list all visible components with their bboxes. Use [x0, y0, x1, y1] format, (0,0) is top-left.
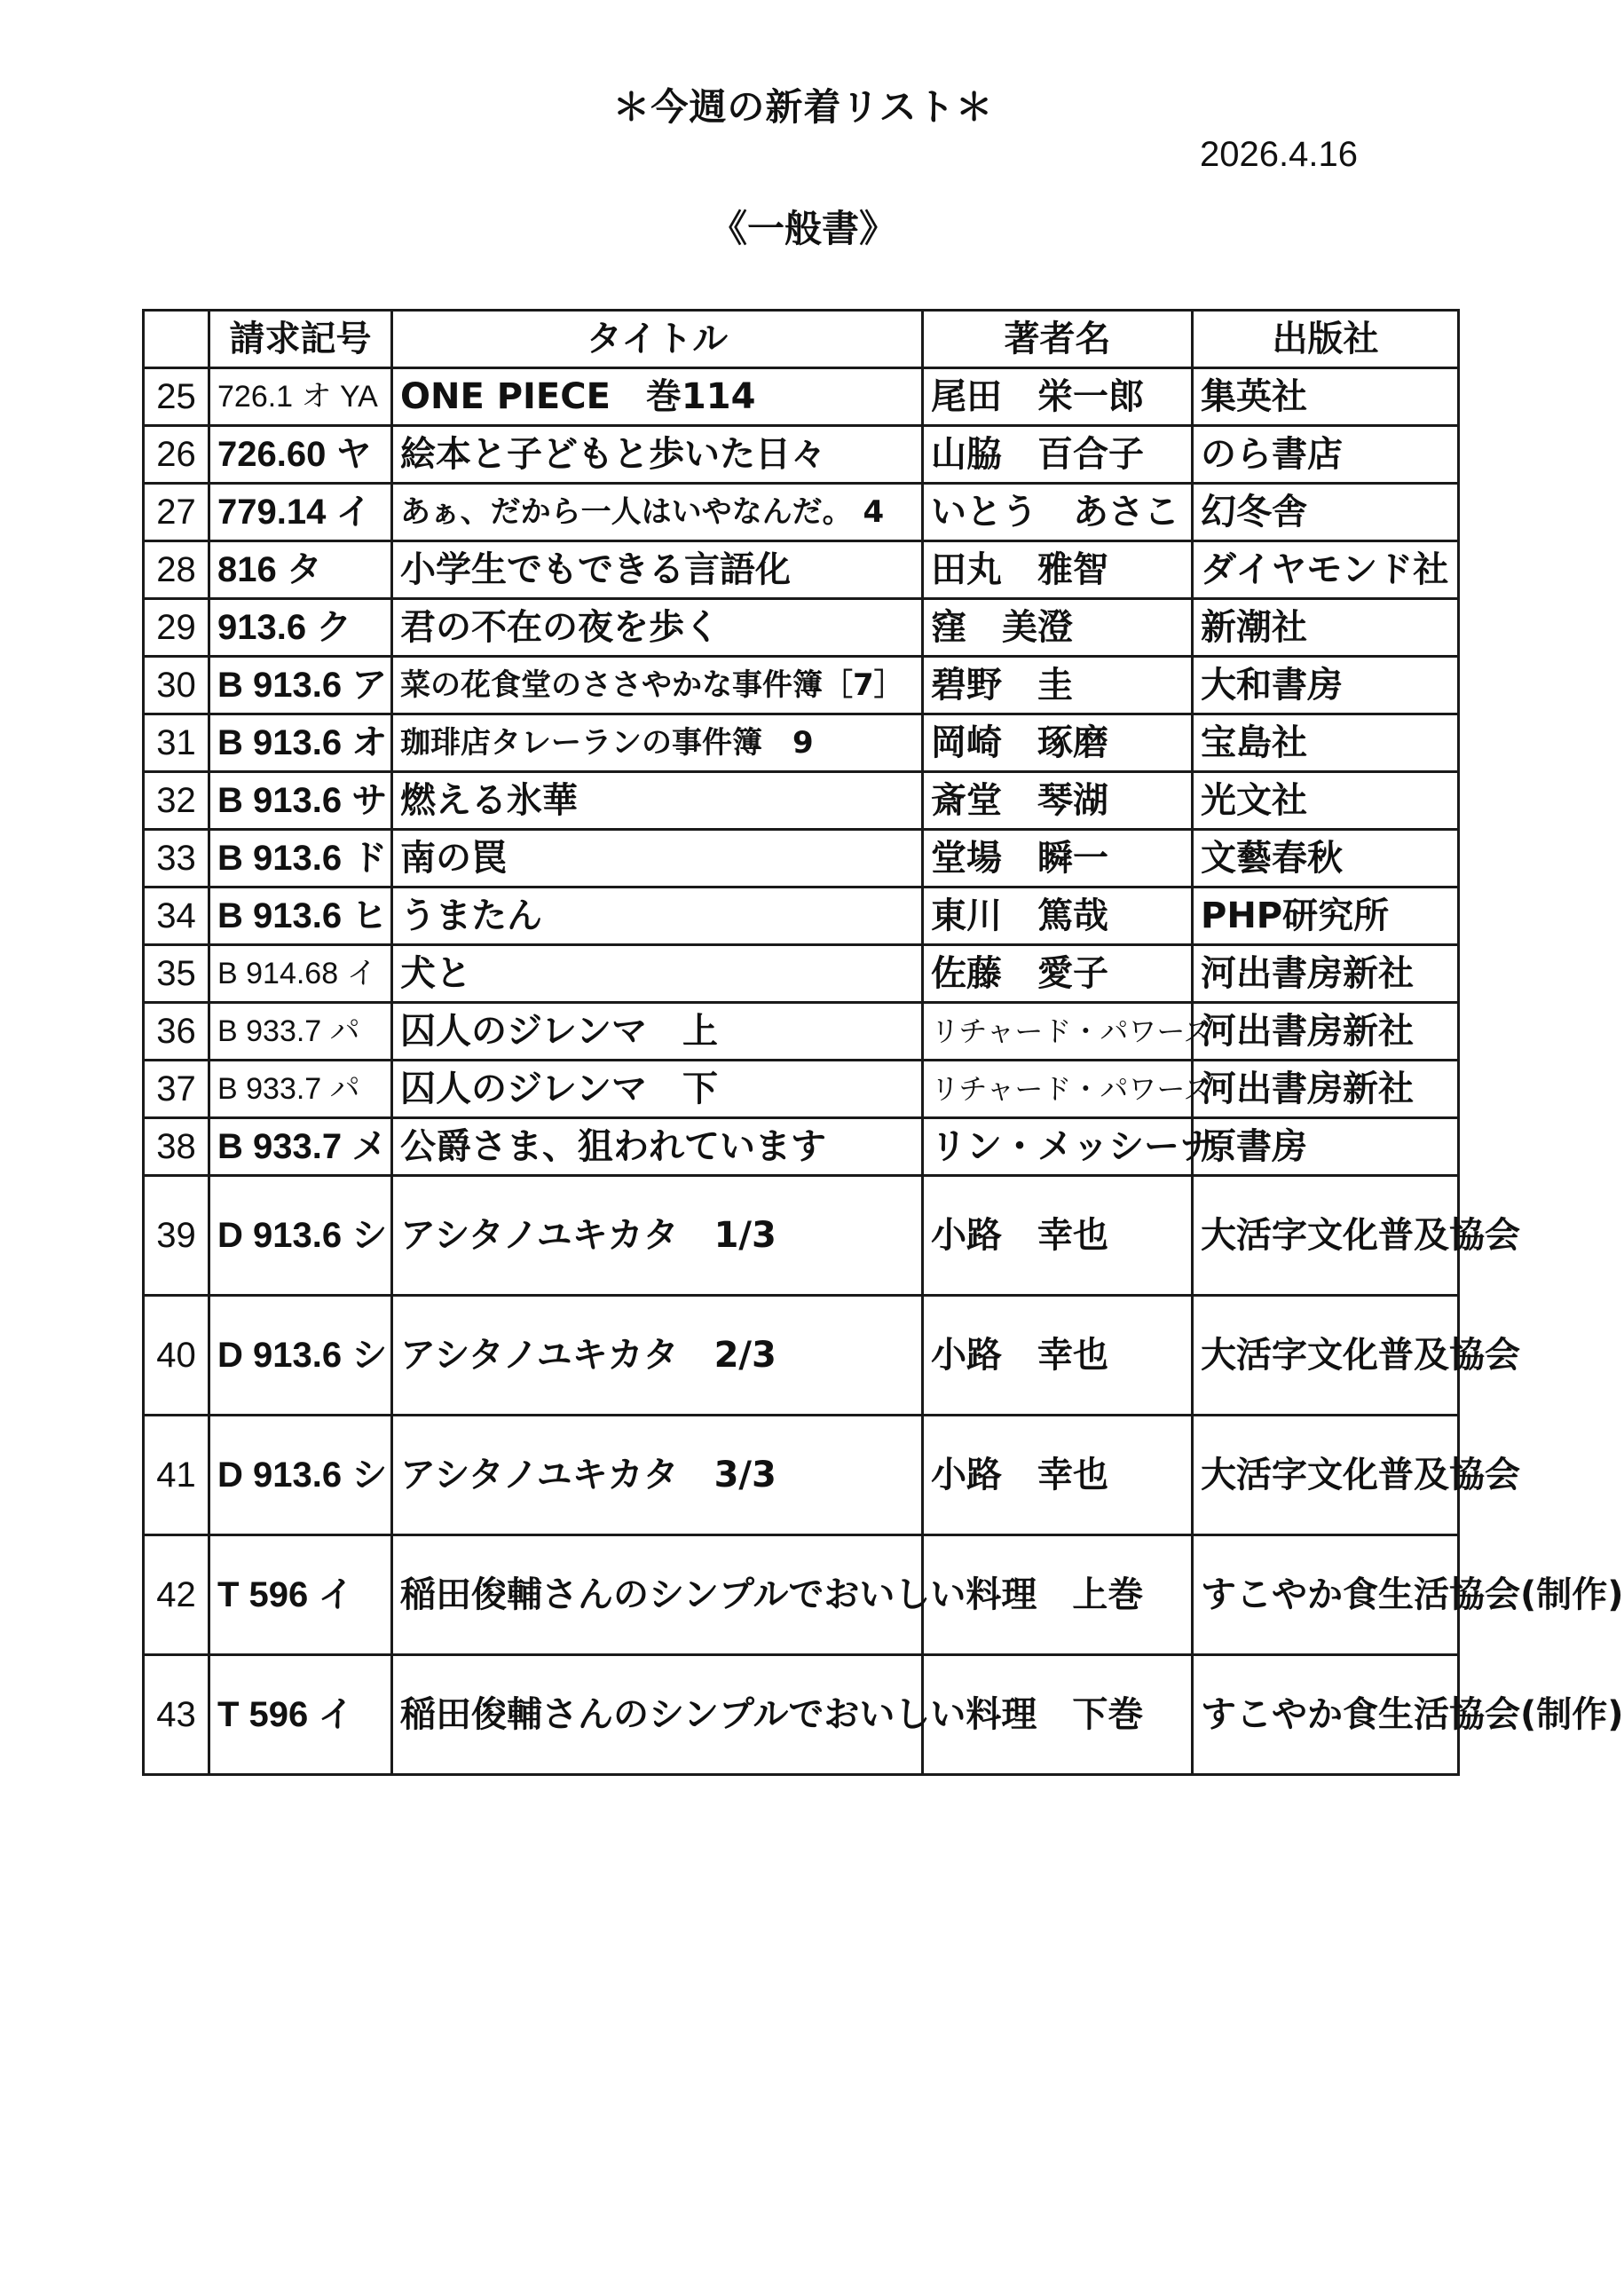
row-title: 囚人のジレンマ 上 [392, 1003, 923, 1061]
row-publisher: のら書店 [1193, 426, 1459, 484]
row-call-number: B 913.6 サ [209, 772, 392, 830]
row-author: 小路 幸也 [923, 1296, 1193, 1416]
list-date: 2026.4.16 [1200, 135, 1358, 174]
row-title: 珈琲店タレーランの事件簿 9 [392, 714, 923, 772]
row-call-number: 913.6 ク [209, 599, 392, 657]
row-author: 小路 幸也 [923, 1416, 1193, 1535]
header-title: タイトル [392, 311, 923, 368]
row-publisher: 大活字文化普及協会 [1193, 1176, 1459, 1296]
row-call-number: T 596 イ [209, 1655, 392, 1775]
table-row [144, 1118, 1459, 1176]
new-arrivals-table [142, 309, 1624, 1776]
row-title: 犬と [392, 945, 923, 1003]
row-call-number: D 913.6 シ [209, 1416, 392, 1535]
row-number: 33 [144, 830, 209, 888]
row-title: 小学生でもできる言語化 [392, 541, 923, 599]
row-call-number: B 933.7 パ [209, 1003, 392, 1061]
row-number: 34 [144, 888, 209, 945]
table-row [144, 714, 1459, 772]
row-author: 東川 篤哉 [923, 888, 1193, 945]
row-number: 30 [144, 657, 209, 714]
row-publisher: PHP研究所 [1193, 888, 1459, 945]
row-call-number: D 913.6 シ [209, 1176, 392, 1296]
row-number: 38 [144, 1118, 209, 1176]
row-call-number: T 596 イ [209, 1535, 392, 1655]
row-publisher: 文藝春秋 [1193, 830, 1459, 888]
page-title: ＊今週の新着リスト＊ [612, 85, 994, 129]
row-author: いとう あさこ [923, 484, 1193, 541]
table-row [144, 1003, 1459, 1061]
row-number: 35 [144, 945, 209, 1003]
row-call-number: 726.1 オ YA [209, 368, 392, 426]
header-author: 著者名 [923, 311, 1193, 368]
row-call-number: B 933.7 メ [209, 1118, 392, 1176]
table-row [144, 1416, 1459, 1535]
row-number: 43 [144, 1655, 209, 1775]
row-call-number: B 913.6 ヒ [209, 888, 392, 945]
row-call-number: B 933.7 パ [209, 1061, 392, 1118]
row-author: 岡崎 琢磨 [923, 714, 1193, 772]
header-number [144, 311, 209, 368]
table-row [144, 1176, 1459, 1296]
row-publisher: 新潮社 [1193, 599, 1459, 657]
row-publisher: 河出書房新社 [1193, 1003, 1459, 1061]
row-title: アシタノユキカタ 3/3 [392, 1416, 923, 1535]
row-call-number: D 913.6 シ [209, 1296, 392, 1416]
row-title: 君の不在の夜を歩く [392, 599, 923, 657]
row-number: 42 [144, 1535, 209, 1655]
table-row [144, 657, 1459, 714]
row-publisher: すこやか食生活協会(制作) [1193, 1655, 1459, 1775]
row-call-number: 726.60 ヤ [209, 426, 392, 484]
row-call-number: B 913.6 オ [209, 714, 392, 772]
table-row [144, 484, 1459, 541]
row-title: 菜の花食堂のささやかな事件簿［7］ [392, 657, 923, 714]
row-title: 燃える氷華 [392, 772, 923, 830]
row-author: リン・メッシーナ [923, 1118, 1193, 1176]
table-header-row [144, 311, 1459, 368]
row-call-number: 779.14 イ [209, 484, 392, 541]
row-publisher: 宝島社 [1193, 714, 1459, 772]
row-title: 稲田俊輔さんのシンプルでおいしい料理 下巻 [392, 1655, 923, 1775]
table-row [144, 368, 1459, 426]
header-call-number: 請求記号 [209, 311, 392, 368]
row-title: 公爵さま、狙われています [392, 1118, 923, 1176]
row-call-number: B 913.6 ア [209, 657, 392, 714]
row-author: 堂場 瞬一 [923, 830, 1193, 888]
row-title: 稲田俊輔さんのシンプルでおいしい料理 上巻 [392, 1535, 923, 1655]
row-call-number: B 914.68 イ [209, 945, 392, 1003]
row-number: 25 [144, 368, 209, 426]
row-publisher: 河出書房新社 [1193, 1061, 1459, 1118]
row-publisher: ダイヤモンド社 [1193, 541, 1459, 599]
row-title: 南の罠 [392, 830, 923, 888]
row-author: 窪 美澄 [923, 599, 1193, 657]
row-title: ONE PIECE 巻114 [392, 368, 923, 426]
row-number: 27 [144, 484, 209, 541]
row-author: 尾田 栄一郎 [923, 368, 1193, 426]
row-title: アシタノユキカタ 2/3 [392, 1296, 923, 1416]
row-author: 山脇 百合子 [923, 426, 1193, 484]
table-row [144, 1655, 1459, 1775]
row-author: リチャード・パワーズ [923, 1003, 1193, 1061]
row-number: 28 [144, 541, 209, 599]
table-row [144, 1535, 1459, 1655]
row-publisher: 幻冬舎 [1193, 484, 1459, 541]
table-row [144, 599, 1459, 657]
row-title: アシタノユキカタ 1/3 [392, 1176, 923, 1296]
table-row [144, 426, 1459, 484]
row-number: 36 [144, 1003, 209, 1061]
row-title: 囚人のジレンマ 下 [392, 1061, 923, 1118]
table-row [144, 1061, 1459, 1118]
table-row [144, 541, 1459, 599]
row-number: 31 [144, 714, 209, 772]
row-publisher: 大活字文化普及協会 [1193, 1296, 1459, 1416]
row-number: 29 [144, 599, 209, 657]
table-row [144, 830, 1459, 888]
row-number: 39 [144, 1176, 209, 1296]
table-row [144, 945, 1459, 1003]
row-publisher: 大和書房 [1193, 657, 1459, 714]
table-row [144, 772, 1459, 830]
section-heading: 《一般書》 [709, 207, 896, 250]
row-author: 佐藤 愛子 [923, 945, 1193, 1003]
row-author: 碧野 圭 [923, 657, 1193, 714]
row-call-number: B 913.6 ド [209, 830, 392, 888]
row-number: 32 [144, 772, 209, 830]
row-publisher: すこやか食生活協会(制作) [1193, 1535, 1459, 1655]
row-number: 40 [144, 1296, 209, 1416]
row-title: 絵本と子どもと歩いた日々 [392, 426, 923, 484]
row-call-number: 816 タ [209, 541, 392, 599]
row-title: うまたん [392, 888, 923, 945]
table-row [144, 888, 1459, 945]
row-number: 37 [144, 1061, 209, 1118]
header-publisher: 出版社 [1193, 311, 1459, 368]
table-row [144, 1296, 1459, 1416]
row-publisher: 集英社 [1193, 368, 1459, 426]
row-number: 41 [144, 1416, 209, 1535]
row-publisher: 原書房 [1193, 1118, 1459, 1176]
row-author: 斎堂 琴湖 [923, 772, 1193, 830]
row-publisher: 光文社 [1193, 772, 1459, 830]
row-publisher: 大活字文化普及協会 [1193, 1416, 1459, 1535]
row-author: 田丸 雅智 [923, 541, 1193, 599]
row-publisher: 河出書房新社 [1193, 945, 1459, 1003]
row-author: 小路 幸也 [923, 1176, 1193, 1296]
row-author: リチャード・パワーズ [923, 1061, 1193, 1118]
row-number: 26 [144, 426, 209, 484]
row-title: あぁ、だから一人はいやなんだ。 4 [392, 484, 923, 541]
